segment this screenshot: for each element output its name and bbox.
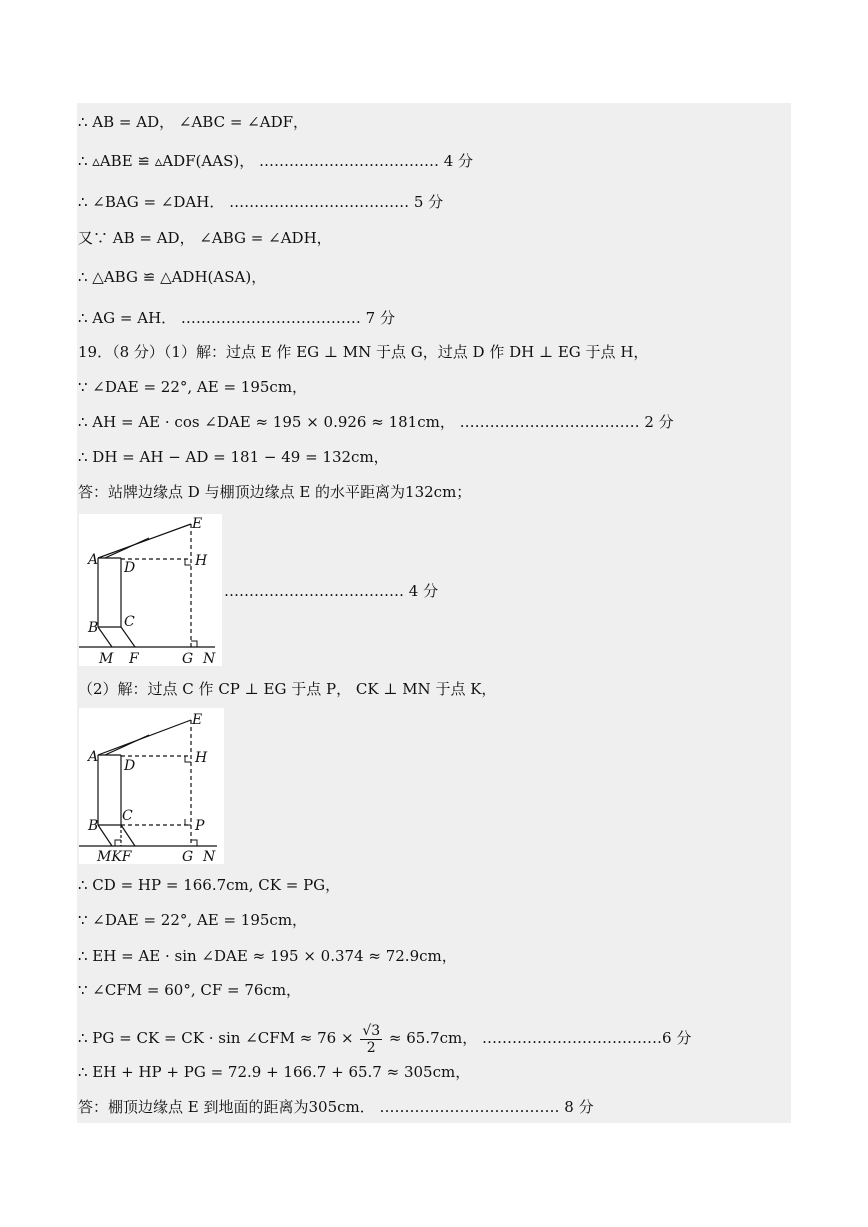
fig1-label-H: H: [195, 553, 208, 569]
fig1-label-A: A: [88, 552, 99, 568]
line-4: 又∵ AB = AD， ∠ABG = ∠ADH，: [78, 229, 332, 247]
line-18: [78, 1020, 691, 1056]
fig1-label-M: M: [99, 651, 114, 666]
fig1-label-G: G: [182, 651, 194, 666]
line-13: （2）解：过点 C 作 CP ⊥ EG 于点 P， CK ⊥ MN 于点 K，: [78, 680, 497, 698]
fraction-denominator: 2: [366, 1039, 376, 1056]
line-20: 答：棚顶边缘点 E 到地面的距离为305cm． ……………………………… 8 分: [78, 1098, 594, 1116]
fig1-label-D: D: [124, 560, 136, 576]
line-14: ∴ CD = HP = 166.7cm, CK = PG，: [78, 876, 341, 894]
fig2-label-P: P: [195, 818, 205, 834]
line-15: ∵ ∠DAE = 22°, AE = 195cm，: [78, 911, 308, 929]
line-18-lhs: ∴ PG = CK = CK · sin ∠CFM ≈ 76 ×: [78, 1029, 354, 1047]
line-19: ∴ EH + HP + PG = 72.9 + 166.7 + 65.7 ≈ 305cm，: [78, 1063, 471, 1081]
line-2: ∴ ▵ABE ≌ ▵ADF(AAS)， ……………………………… 4 分: [78, 152, 474, 170]
line-12: ……………………………… 4 分: [224, 582, 439, 600]
fig2-label-B: B: [88, 818, 99, 834]
fraction-numerator: √3: [362, 1022, 381, 1039]
fig1-label-N: N: [203, 651, 216, 666]
line-1: ∴ AB = AD， ∠ABC = ∠ADF，: [78, 113, 309, 131]
fig2-label-D: D: [124, 758, 136, 774]
fig2-label-C: C: [122, 808, 133, 824]
line-3: ∴ ∠BAG = ∠DAH． ……………………………… 5 分: [78, 193, 444, 211]
line-16: ∴ EH = AE · sin ∠DAE ≈ 195 × 0.374 ≈ 72.9cm，: [78, 947, 457, 965]
line-17: ∵ ∠CFM = 60°, CF = 76cm，: [78, 981, 302, 999]
fig2-label-G: G: [182, 849, 194, 864]
line-11: 答：站牌边缘点 D 与棚顶边缘点 E 的水平距离为132cm；: [78, 483, 472, 501]
line-5: ∴ △ABG ≌ △ADH(ASA)，: [78, 268, 267, 286]
line-9: ∴ AH = AE · cos ∠DAE ≈ 195 × 0.926 ≈ 181cm， ……………………………… 2 分: [78, 413, 674, 431]
fig1-label-F: F: [129, 651, 139, 666]
figure-2: [79, 708, 224, 864]
line-10: ∴ DH = AH − AD = 181 − 49 = 132cm，: [78, 448, 389, 466]
line-7: 19．（8 分）（1）解：过点 E 作 EG ⊥ MN 于点 G，过点 D 作 DH ⊥ EG 于点 H，: [78, 343, 649, 361]
fig1-label-E: E: [192, 516, 203, 532]
figure-2-drawing: [79, 708, 224, 864]
fig2-label-MKF: MKF: [97, 849, 132, 864]
fig1-label-B: B: [88, 620, 99, 636]
fig2-label-H: H: [195, 750, 208, 766]
fig2-label-E: E: [192, 712, 203, 728]
fig2-label-A: A: [88, 749, 99, 765]
line-18-rhs: ≈ 65.7cm， ………………………………6 分: [388, 1029, 692, 1047]
line-8: ∵ ∠DAE = 22°, AE = 195cm，: [78, 378, 308, 396]
line-6: ∴ AG = AH． ……………………………… 7 分: [78, 309, 395, 327]
sqrt3-over-2-fraction: [360, 1023, 382, 1056]
figure-1-drawing: [79, 514, 222, 666]
fig1-label-C: C: [124, 614, 135, 630]
figure-1: [79, 514, 222, 666]
fig2-label-N: N: [203, 849, 216, 864]
